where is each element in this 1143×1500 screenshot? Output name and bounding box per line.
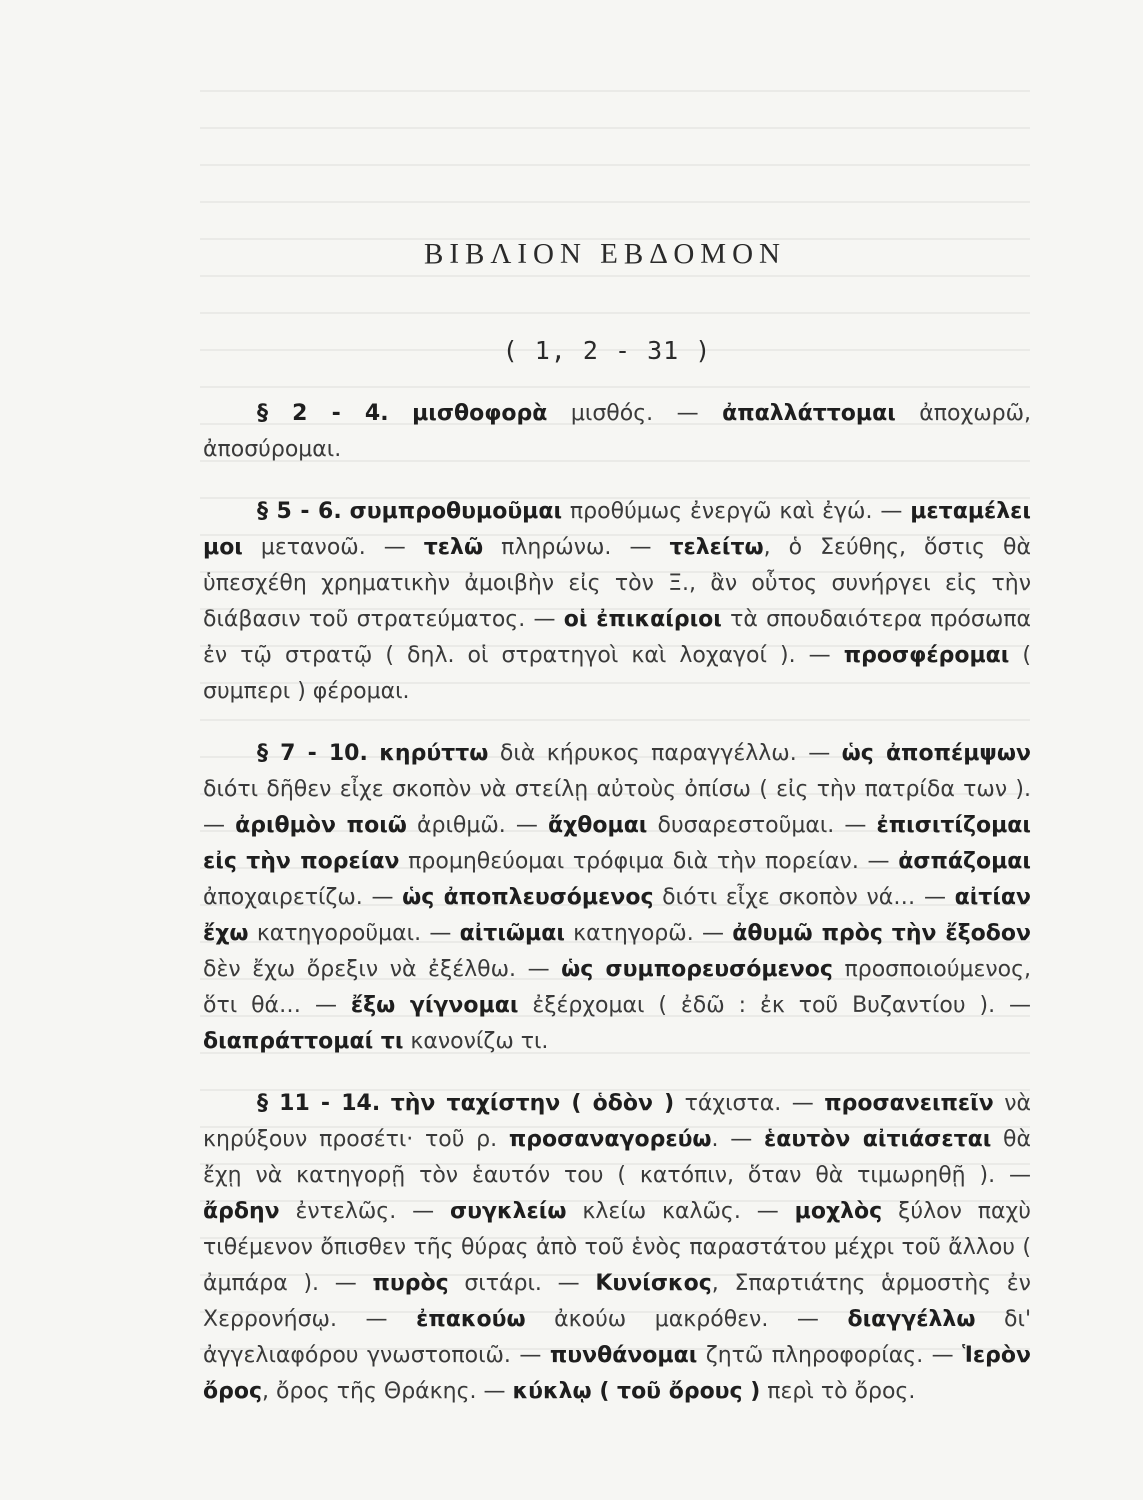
- definition-text: δι' ἀγγελιαφόρου γνωστοποιῶ. —: [203, 1307, 1031, 1368]
- definition-text: ( συμπερι ) φέρομαι.: [203, 643, 1031, 704]
- headword: προσαναγορεύω: [508, 1127, 712, 1152]
- headword: ἀθυμῶ πρὸς τὴν ἔξοδον: [732, 921, 1032, 946]
- definition-text: διότι δῆθεν εἶχε σκοπὸν νὰ στείλῃ αὐτοὺς ὀπίσω ( εἰς τὴν πατρίδα των ). —: [203, 777, 1031, 838]
- headword: ὡς συμπορευσόμενος: [561, 957, 833, 982]
- headword: αἰτίαν ἔχω: [203, 885, 1032, 946]
- section-number: § 5 - 6.: [257, 499, 342, 524]
- definition-text: ἀκούω μακρόθεν. —: [525, 1307, 848, 1332]
- definition-text: διότι εἶχε σκοπὸν νά… —: [653, 885, 955, 910]
- page-title: ΒΙΒΛΙΟΝ ΕΒΔΟΜΟΝ: [424, 238, 786, 270]
- headword: προσανειπεῖν: [824, 1091, 994, 1116]
- headword: κύκλῳ ( τοῦ ὄρους ): [512, 1379, 761, 1404]
- headword: Κυνίσκος: [595, 1271, 712, 1296]
- headword: ἀπαλλάττομαι: [722, 401, 896, 426]
- glossary-paragraph: [203, 736, 1031, 1060]
- section-number: § 2 - 4.: [257, 401, 389, 426]
- headword: ὡς ἀποπέμψων: [841, 741, 1031, 766]
- definition-text: ἀριθμῶ. —: [406, 813, 548, 838]
- definition-text: κατηγορῶ. —: [564, 921, 733, 946]
- definition-text: προμηθεύομαι τρόφιμα διὰ τὴν πορείαν. —: [399, 849, 899, 874]
- section-number: § 7 - 10.: [257, 741, 368, 766]
- headword: ἑαυτὸν αἰτιάσεται: [764, 1127, 992, 1152]
- definition-text: κλείω καλῶς. —: [566, 1199, 795, 1224]
- definition-text: σιτάρι. —: [448, 1271, 596, 1296]
- headword: ἀριθμὸν ποιῶ: [235, 813, 407, 838]
- definition-text: τὰ σπουδαιότερα πρόσωπα ἐν τῷ στρατῷ ( δηλ. οἱ στρατηγοὶ καὶ λοχαγοί ). —: [203, 607, 1031, 668]
- headword: διαγγέλλω: [847, 1307, 976, 1332]
- definition-text: ζητῶ πληροφορίας. —: [697, 1343, 963, 1368]
- definition-text: τάχιστα. —: [674, 1091, 825, 1116]
- definition-text: κατηγοροῦμαι. —: [248, 921, 460, 946]
- definition-text: περὶ τὸ ὄρος.: [760, 1379, 916, 1404]
- headword: μεταμέλει μοι: [203, 499, 1031, 560]
- headword: μισθοφορὰ: [412, 401, 548, 426]
- definition-text: , ὄρος τῆς Θράκης. —: [262, 1379, 513, 1404]
- headword: πυνθάνομαι: [549, 1343, 698, 1368]
- headword: ἐπακούω: [416, 1307, 526, 1332]
- definition-text: διὰ κήρυκος παραγγέλλω. —: [488, 741, 842, 766]
- headword: ἄρδην: [203, 1199, 280, 1224]
- headword: τελῶ: [423, 535, 484, 560]
- definition-text: προσποιούμενος, ὅτι θά… —: [203, 957, 1031, 1018]
- definition-text: ἐξέρχομαι ( ἐδῶ : ἐκ τοῦ Βυζαντίου ). —: [518, 993, 1031, 1018]
- definition-text: μετανοῶ. —: [242, 535, 424, 560]
- headword: τελείτω: [669, 535, 764, 560]
- headword: τὴν ταχίστην ( ὁδὸν ): [390, 1091, 675, 1116]
- definition-text: ἀποχαιρετίζω. —: [203, 885, 403, 910]
- glossary-paragraph: [203, 1086, 1031, 1410]
- section-number: § 11 - 14.: [257, 1091, 381, 1116]
- definition-text: μισθός. —: [547, 401, 723, 426]
- glossary-body: [203, 396, 1031, 1436]
- definition-text: . —: [711, 1127, 765, 1152]
- definition-text: προθύμως ἐνεργῶ καὶ ἐγώ. —: [562, 499, 911, 524]
- glossary-paragraph: [203, 396, 1031, 468]
- headword: αἰτιῶμαι: [459, 921, 565, 946]
- definition-text: κανονίζω τι.: [403, 1029, 549, 1054]
- headword: ἀσπάζομαι: [898, 849, 1031, 874]
- headword: Ἱερὸν ὄρος: [203, 1343, 1031, 1404]
- headword: πυρὸς: [372, 1271, 449, 1296]
- definition-text: δυσαρεστοῦμαι. —: [647, 813, 877, 838]
- headword: ὡς ἀποπλευσόμενος: [402, 885, 654, 910]
- headword: ἄχθομαι: [547, 813, 648, 838]
- definition-text: ἀποχωρῶ, ἀποσύρομαι.: [203, 401, 1031, 462]
- headword: συμπροθυμοῦμαι: [349, 499, 563, 524]
- definition-text: δὲν ἔχω ὄρεξιν νὰ ἐξέλθω. —: [203, 957, 562, 982]
- headword: οἱ ἐπικαίριοι: [563, 607, 722, 632]
- definition-text: ξύλον παχὺ τιθέμενον ὄπισθεν τῆς θύρας ἀπὸ τοῦ ἑνὸς παραστάτου μέχρι τοῦ ἄλλου ( ἀμπάρα ). —: [203, 1199, 1031, 1296]
- headword: ἐπισιτίζομαι εἰς τὴν πορείαν: [203, 813, 1031, 874]
- definition-text: ἐντελῶς. —: [279, 1199, 450, 1224]
- definition-text: νὰ κηρύξουν προσέτι· τοῦ ρ.: [203, 1091, 1032, 1152]
- headword: προσφέρομαι: [843, 643, 1010, 668]
- definition-text: θὰ ἔχῃ νὰ κατηγορῇ τὸν ἑαυτόν του ( κατόπιν, ὅταν θὰ τιμωρηθῇ ). —: [203, 1127, 1031, 1188]
- headword: συγκλείω: [450, 1199, 567, 1224]
- headword: κηρύττω: [379, 741, 489, 766]
- headword: διαπράττομαί τι: [203, 1029, 404, 1054]
- definition-text: , Σπαρτιάτης ἁρμοστὴς ἐν Χερρονήσῳ. —: [203, 1271, 1031, 1332]
- glossary-paragraph: [203, 494, 1031, 710]
- headword: ἔξω γίγνομαι: [350, 993, 519, 1018]
- chapter-range: ( 1, 2 - 31 ): [502, 336, 712, 365]
- definition-text: , ὁ Σεύθης, ὅστις θὰ ὑπεσχέθη χρηματικὴν ἀμοιβὴν εἰς τὸν Ξ., ἂν οὗτος συνήργει εἰς τὴν διάβασιν τοῦ στρατεύματος. —: [203, 535, 1031, 632]
- headword: μοχλὸς: [794, 1199, 883, 1224]
- definition-text: πληρώνω. —: [483, 535, 670, 560]
